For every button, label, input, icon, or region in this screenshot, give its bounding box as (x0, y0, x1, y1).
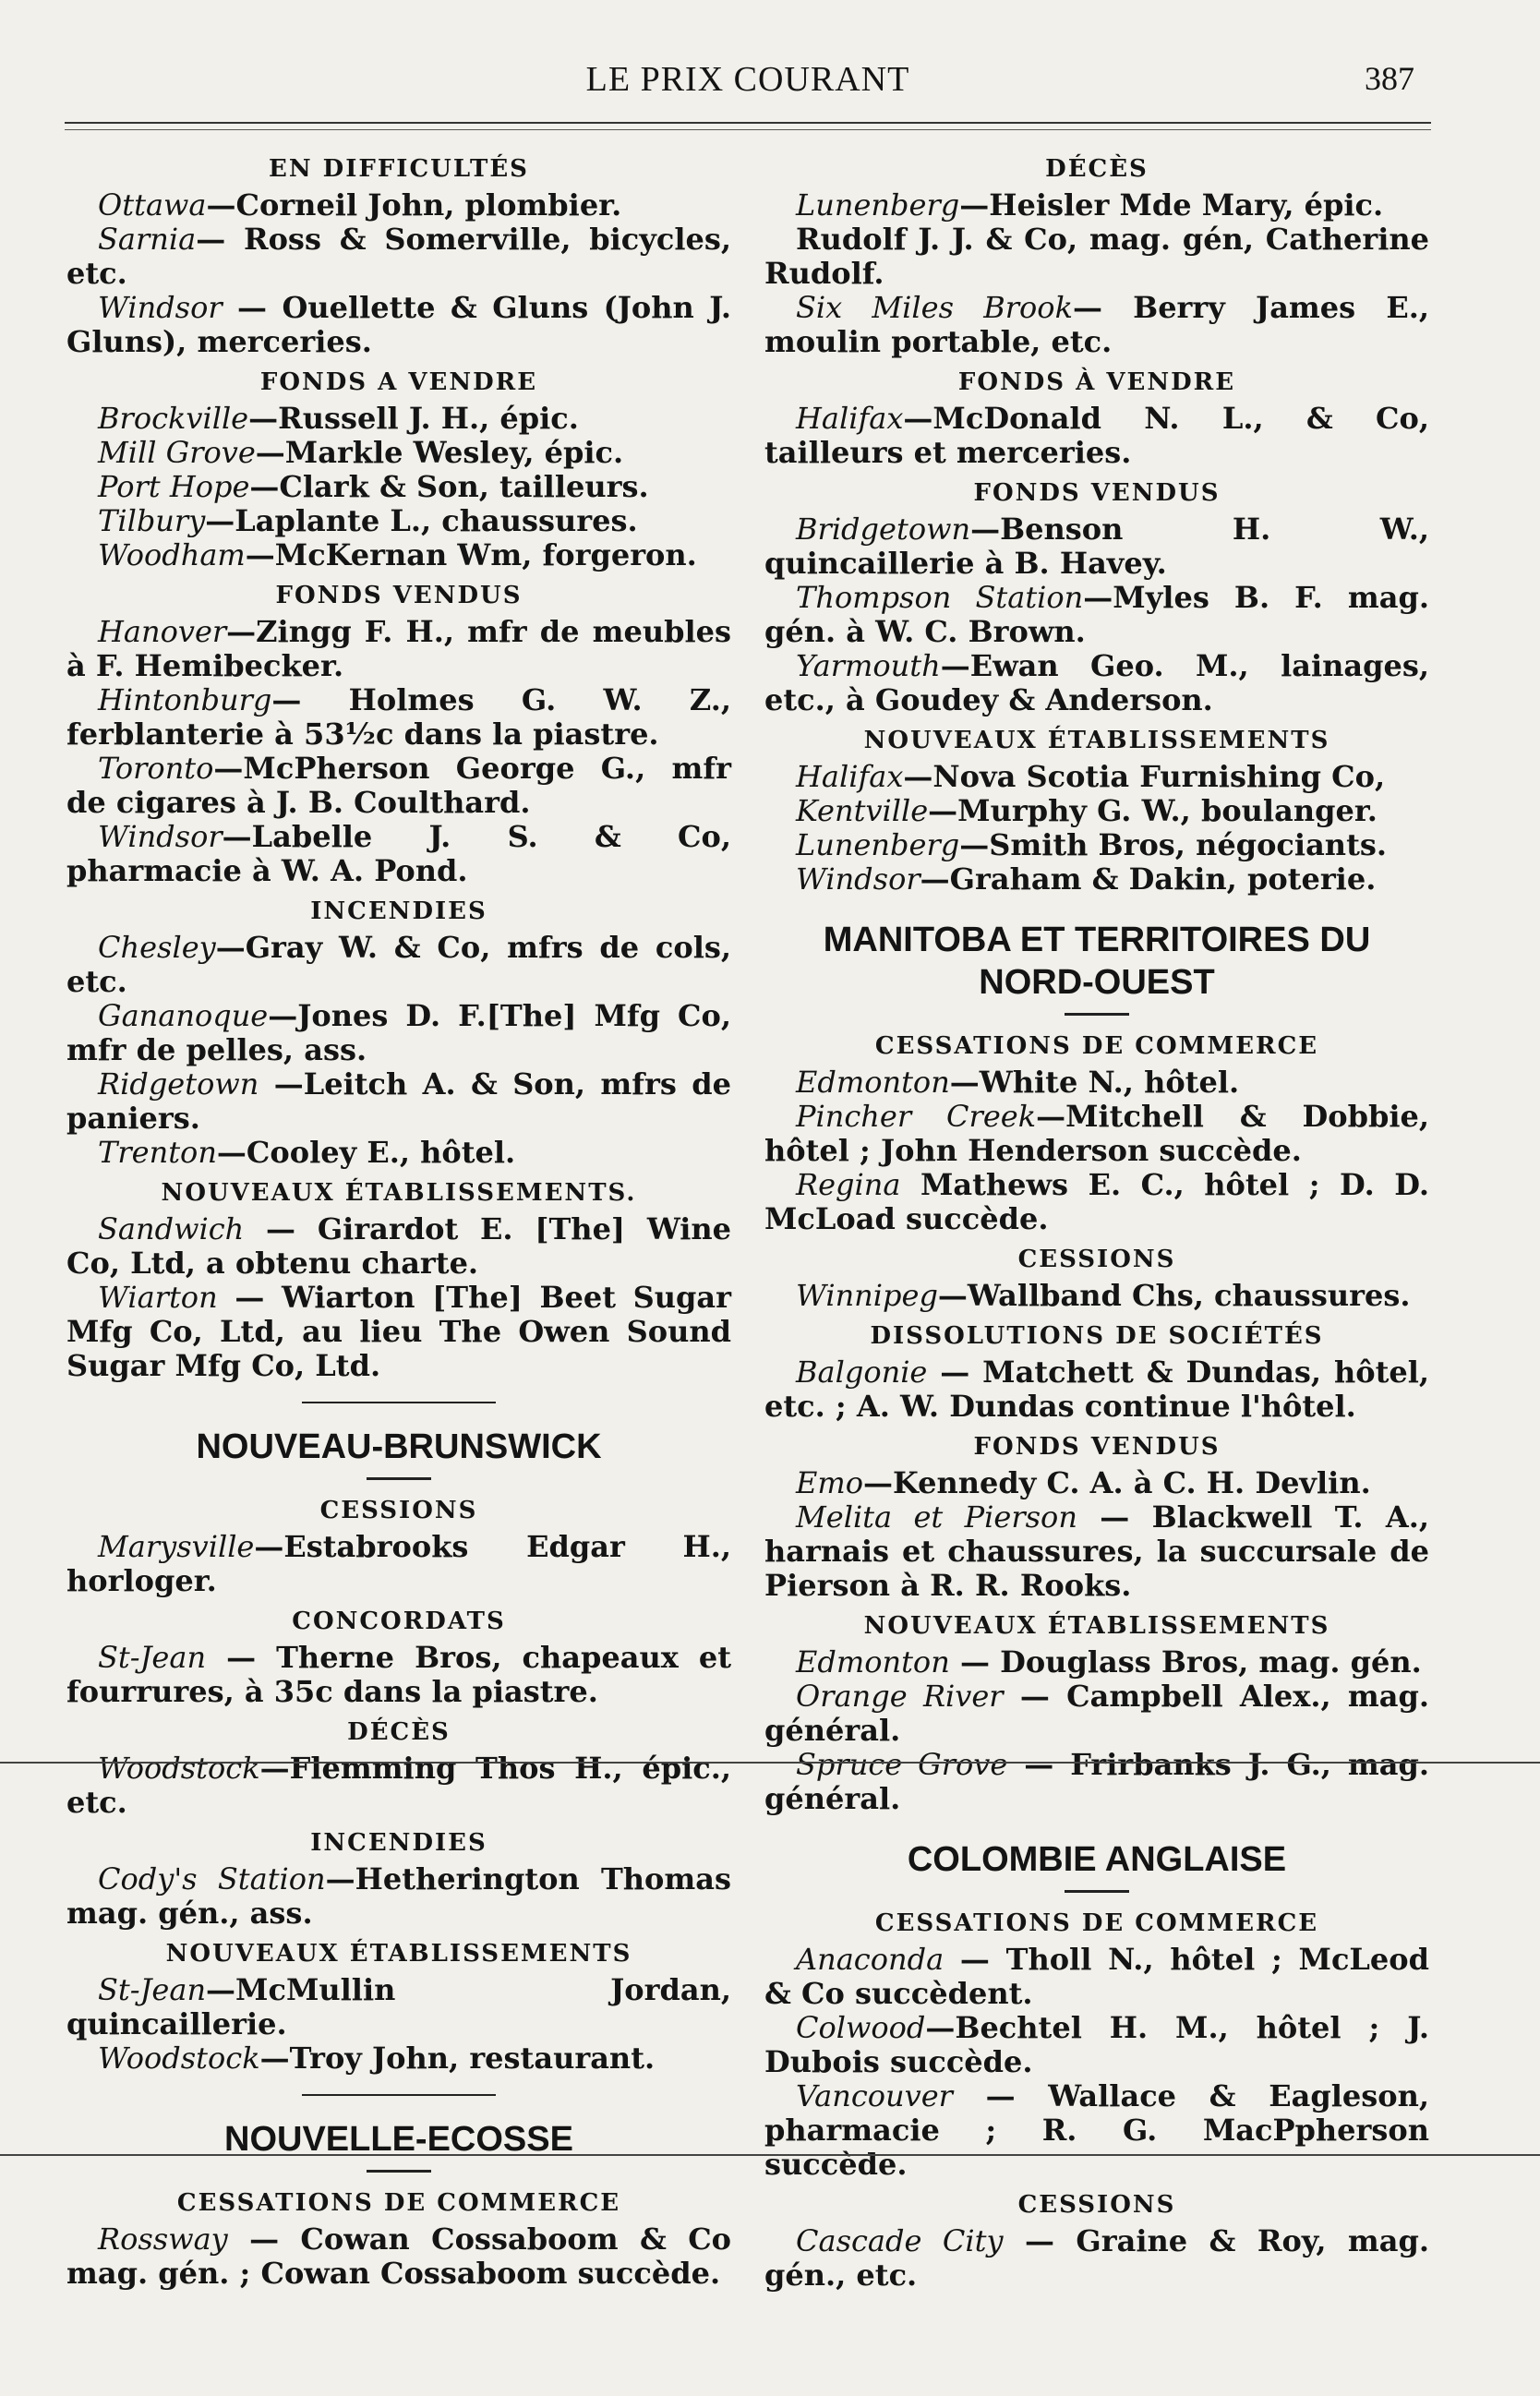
place-name: Wiarton (98, 1280, 218, 1315)
place-name: Balgonie (796, 1355, 928, 1390)
right-column (764, 146, 1429, 2293)
section-separator (302, 2094, 496, 2096)
entry-text: — Tholl N., hôtel ; McLeod & Co succèdent. (764, 1942, 1429, 2011)
province-heading-block (764, 919, 1429, 1016)
entry-text: —Hetherington Thomas mag. gén., ass. (66, 1861, 731, 1931)
place-name: Vancouver (796, 2078, 953, 2113)
entry-text: — Blackwell T. A., harnais et chaussures, la succursale de Pierson à R. R. Rooks. (764, 1499, 1430, 1603)
entry-text: — Ross & Somerville, bicycles, etc. (66, 222, 731, 291)
entry-text: — Berry James E., moulin portable, etc. (764, 290, 1430, 359)
place-name: Woodham (98, 537, 246, 572)
listing-entry (66, 1973, 731, 2041)
listing-entry (764, 1500, 1429, 1603)
entry-text: —Graham & Dakin, poterie. (920, 861, 1377, 897)
entry-text: —McDonald N. L., & Co, tailleurs et merceries. (764, 401, 1429, 470)
listing-entry (66, 683, 731, 752)
listing-entry (66, 1862, 731, 1931)
listing-entry (764, 760, 1429, 794)
entry-text: —Myles B. F. mag. gén. à W. C. Brown. (764, 580, 1429, 649)
entry-text: Mathews E. C., hôtel ; D. D. McLoad succède. (764, 1167, 1429, 1236)
place-name: Edmonton (796, 1644, 950, 1680)
province-heading: NOUVELLE-ECOSSE (224, 2120, 573, 2159)
place-name: Sandwich (98, 1211, 245, 1246)
entry-text: — Frirbanks J. G., mag. général. (764, 1747, 1430, 1816)
section-subheading: INCENDIES (310, 897, 487, 925)
entry-text: — Graine & Roy, mag. gén., etc. (764, 2223, 1430, 2293)
place-name: Rossway (98, 2221, 228, 2257)
place-name: Windsor (98, 290, 223, 325)
listing-entry (764, 2224, 1429, 2293)
listing-entry (764, 1355, 1429, 1424)
province-heading-block (66, 2118, 731, 2173)
listing-entry (66, 999, 731, 1067)
listing-entry (764, 2011, 1429, 2079)
place-name: Emo (796, 1465, 863, 1500)
place-name: Brockville (98, 401, 249, 436)
place-name: Lunenberg (796, 187, 960, 223)
entry-text: —Estabrooks Edgar H., horloger. (66, 1529, 731, 1598)
place-name: Thompson Station (796, 580, 1084, 615)
entry-text: —Zingg F. H., mfr de meubles à F. Hemibecker. (66, 614, 731, 683)
entry-text: —Mitchell & Dobbie, hôtel ; John Henderson succède. (764, 1099, 1430, 1168)
place-name: Woodstock (98, 2041, 260, 2076)
entry-text: —McKernan Wm, forgeron. (245, 537, 697, 572)
entry-text: Rudolf J. J. & Co, mag. gén, Catherine Rudolf. (764, 222, 1429, 291)
place-name: Windsor (98, 819, 223, 854)
section-subheading: FONDS VENDUS (275, 582, 523, 609)
listing-entry (764, 862, 1429, 897)
listing-entry (66, 1530, 731, 1598)
listing-entry (66, 820, 731, 888)
place-name: Trenton (98, 1135, 217, 1170)
listing-entry (764, 1748, 1429, 1816)
entry-text: —Bechtel H. M., hôtel ; J. Dubois succède. (764, 2010, 1429, 2079)
section-subheading: CESSIONS (1017, 1246, 1176, 1273)
entry-text: —McPherson George G., mfr de cigares à J. B. Coulthard. (66, 751, 731, 820)
province-heading: NOUVEAU-BRUNSWICK (196, 1427, 602, 1466)
entry-text: —Heisler Mde Mary, épic. (959, 187, 1384, 223)
place-name: Yarmouth (796, 648, 941, 683)
listing-entry (66, 752, 731, 820)
listing-entry (66, 291, 731, 359)
entry-text: —McMullin Jordan, quincaillerie. (66, 1972, 731, 2041)
place-name: Colwood (796, 2010, 926, 2045)
section-subheading: EN DIFFICULTÉS (269, 155, 529, 183)
listing-entry (764, 828, 1429, 862)
place-name: Pincher Creek (796, 1099, 1037, 1134)
place-name: Cody's Station (98, 1861, 326, 1896)
section-subheading: CESSIONS (1017, 2191, 1176, 2219)
province-heading: MANITOBA ET TERRITOIRES DU NORD-OUEST (823, 921, 1371, 1002)
section-separator (302, 1402, 496, 1403)
place-name: Sarnia (98, 222, 197, 257)
section-subheading: FONDS À VENDRE (957, 368, 1236, 396)
entry-text: —Markle Wesley, épic. (255, 435, 624, 470)
heading-underline (367, 1477, 431, 1480)
section-subheading: FONDS VENDUS (973, 1433, 1221, 1461)
entry-text: —Gray W. & Co, mfrs de cols, etc. (66, 930, 731, 999)
entry-text: —Flemming Thos H., épic., etc. (66, 1751, 731, 1820)
listing-entry (66, 2041, 731, 2076)
place-name: Port Hope (98, 469, 250, 504)
listing-entry (764, 512, 1429, 581)
listing-entry (764, 794, 1429, 828)
entry-text: — Matchett & Dundas, hôtel, etc. ; A. W. Dundas continue l'hôtel. (764, 1355, 1429, 1424)
section-subheading: CESSATIONS DE COMMERCE (176, 2189, 621, 2217)
heading-underline (1065, 1890, 1129, 1893)
listing-entry (66, 615, 731, 683)
section-subheading: CONCORDATS (292, 1607, 506, 1635)
listing-entry (764, 188, 1429, 223)
place-name: Winnipeg (796, 1278, 938, 1313)
publication-title: LE PRIX COURANT (585, 60, 910, 99)
place-name: Halifax (796, 759, 904, 794)
place-name: Anaconda (796, 1942, 944, 1977)
listing-entry (66, 1281, 731, 1383)
entry-text: — Wiarton [The] Beet Sugar Mfg Co, Ltd, au lieu The Owen Sound Sugar Mfg Co, Ltd. (66, 1280, 731, 1383)
page-header (65, 54, 1431, 109)
listing-entry (764, 1168, 1429, 1236)
entry-text: —Labelle J. S. & Co, pharmacie à W. A. Pond. (66, 819, 731, 888)
entry-text: —Kennedy C. A. à C. H. Devlin. (862, 1465, 1371, 1500)
place-name: Hintonburg (98, 682, 272, 717)
listing-entry (764, 581, 1429, 649)
entry-text: —Troy John, restaurant. (259, 2041, 656, 2076)
entry-text: —Wallband Chs, chaussures. (937, 1278, 1411, 1313)
place-name: Lunenberg (796, 827, 960, 862)
section-subheading: DÉCÈS (1045, 155, 1149, 183)
place-name: Woodstock (98, 1751, 260, 1786)
listing-entry (66, 2222, 731, 2291)
province-heading-block (764, 1838, 1429, 1893)
page-number: 387 (1365, 60, 1414, 97)
listing-entry (66, 402, 731, 436)
entry-text: — Cowan Cossaboom & Co mag. gén. ; Cowan Cossaboom succède. (66, 2221, 731, 2291)
place-name: St-Jean (98, 1640, 207, 1675)
listing-entry (764, 1279, 1429, 1313)
entry-text: — Girardot E. [The] Wine Co, Ltd, a obtenu charte. (66, 1211, 731, 1281)
place-name: Six Miles Brook (796, 290, 1073, 325)
listing-entry (764, 649, 1429, 717)
section-subheading: DISSOLUTIONS DE SOCIÉTÉS (870, 1322, 1324, 1350)
place-name: Halifax (796, 401, 904, 436)
place-name: Ridgetown (98, 1066, 259, 1102)
left-column (66, 146, 731, 2291)
entry-text: — Holmes G. W. Z., ferblanterie à 53½c dans la piastre. (66, 682, 731, 752)
entry-text: —Jones D. F.[The] Mfg Co, mfr de pelles, ass. (66, 998, 731, 1067)
place-name: Ottawa (98, 187, 207, 223)
listing-entry (764, 1066, 1429, 1100)
listing-entry (66, 504, 731, 538)
place-name: Spruce Grove (796, 1747, 1008, 1782)
entry-text: —Clark & Son, tailleurs. (249, 469, 649, 504)
listing-entry (66, 931, 731, 999)
section-subheading: NOUVEAUX ÉTABLISSEMENTS (863, 1612, 1330, 1640)
listing-entry (764, 2079, 1429, 2182)
listing-entry (66, 436, 731, 470)
section-subheading: NOUVEAUX ÉTABLISSEMENTS (863, 727, 1330, 754)
listing-entry (764, 1943, 1429, 2011)
listing-entry (66, 188, 731, 223)
place-name: Bridgetown (796, 512, 971, 547)
province-heading-block (66, 1426, 731, 1480)
place-name: Orange River (796, 1679, 1004, 1714)
place-name: Edmonton (796, 1065, 950, 1100)
listing-entry (764, 1100, 1429, 1168)
section-subheading: CESSATIONS DE COMMERCE (874, 1909, 1319, 1937)
scan-fold-line (0, 1762, 1540, 1764)
listing-entry (66, 1641, 731, 1709)
entry-text: —Murphy G. W., boulanger. (928, 793, 1378, 828)
entry-text: — Campbell Alex., mag. général. (764, 1679, 1430, 1748)
listing-entry (764, 1466, 1429, 1500)
listing-entry (66, 1067, 731, 1136)
section-subheading: NOUVEAUX ÉTABLISSEMENTS. (161, 1179, 637, 1207)
entry-text: —Leitch A. & Son, mfrs de paniers. (66, 1066, 731, 1136)
entry-text: —Cooley E., hôtel. (216, 1135, 516, 1170)
heading-underline (367, 2170, 431, 2173)
listing-entry (764, 1680, 1429, 1748)
section-subheading: NOUVEAUX ÉTABLISSEMENTS (165, 1940, 632, 1968)
entry-text: —Russell J. H., épic. (248, 401, 579, 436)
entry-text: — Douglass Bros, mag. gén. (949, 1644, 1422, 1680)
entry-text: —White N., hôtel. (949, 1065, 1240, 1100)
entry-text: — Wallace & Eagleson, pharmacie ; R. G. MacPpherson succède. (764, 2078, 1429, 2182)
province-heading: COLOMBIE ANGLAISE (907, 1840, 1287, 1879)
listing-entry (764, 291, 1429, 359)
entry-text: —Ewan Geo. M., lainages, etc., à Goudey & Anderson. (764, 648, 1429, 717)
place-name: St-Jean (98, 1972, 207, 2007)
place-name: Windsor (796, 861, 920, 897)
place-name: Chesley (98, 930, 216, 965)
place-name: Cascade City (796, 2223, 1004, 2258)
entry-text: —Laplante L., chaussures. (205, 503, 638, 538)
listing-entry (764, 1645, 1429, 1680)
listing-entry (66, 223, 731, 291)
place-name: Toronto (98, 751, 214, 786)
header-rule-thin (65, 129, 1431, 130)
scan-fold-line (0, 2154, 1540, 2156)
section-subheading: INCENDIES (310, 1829, 487, 1857)
listing-entry (66, 1136, 731, 1170)
place-name: Gananoque (98, 998, 269, 1033)
place-name: Tilbury (98, 503, 206, 538)
place-name: Melita et Pierson (796, 1499, 1077, 1535)
entry-text: —Smith Bros, négociants. (959, 827, 1387, 862)
place-name: Marysville (98, 1529, 255, 1564)
section-subheading: FONDS VENDUS (973, 479, 1221, 507)
place-name: Mill Grove (98, 435, 256, 470)
entry-text: — Ouellette & Gluns (John J. Gluns), merceries. (66, 290, 731, 359)
heading-underline (1065, 1013, 1129, 1016)
place-name: Hanover (98, 614, 227, 649)
entry-text: —Nova Scotia Furnishing Co, (903, 759, 1386, 794)
listing-entry (66, 1212, 731, 1281)
listing-entry (764, 402, 1429, 470)
section-subheading: FONDS A VENDRE (259, 368, 538, 396)
section-subheading: CESSIONS (319, 1497, 478, 1524)
header-rule (65, 122, 1431, 124)
entry-text: —Corneil John, plombier. (206, 187, 622, 223)
listing-entry (66, 538, 731, 572)
section-subheading: CESSATIONS DE COMMERCE (874, 1032, 1319, 1060)
place-name: Regina (796, 1167, 901, 1202)
entry-text: — Therne Bros, chapeaux et fourrures, à 35c dans la piastre. (66, 1640, 731, 1709)
place-name: Kentville (796, 793, 929, 828)
entry-text: —Benson H. W., quincaillerie à B. Havey. (764, 512, 1429, 581)
listing-entry (764, 223, 1429, 291)
listing-entry (66, 470, 731, 504)
section-subheading: DÉCÈS (347, 1718, 451, 1746)
